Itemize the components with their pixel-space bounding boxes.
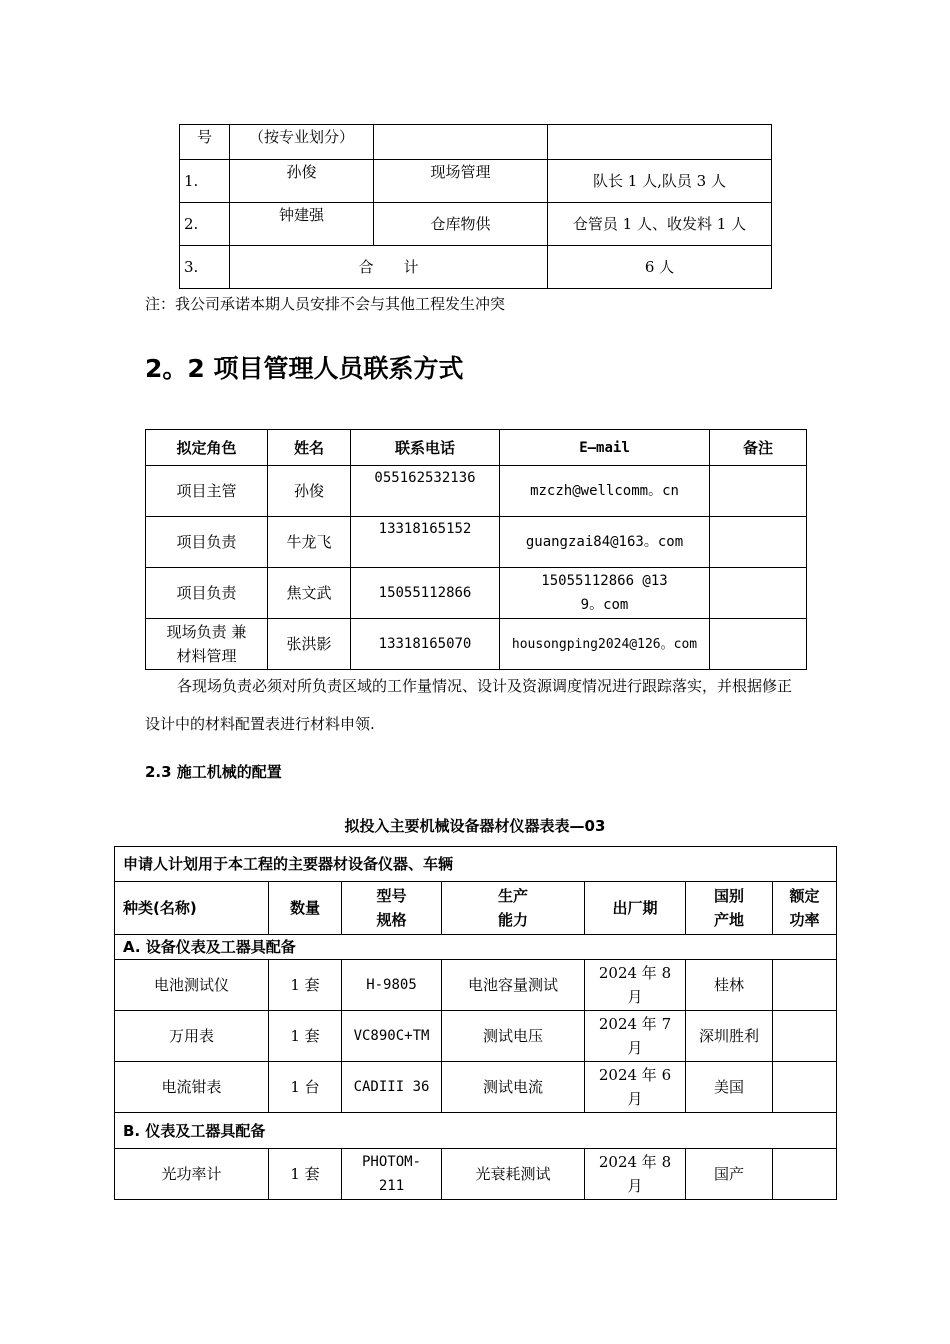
column-header: 种类(名称): [115, 882, 269, 935]
table-cell: 1 套: [269, 1011, 342, 1062]
column-header: 出厂期: [585, 882, 686, 935]
table-cell: 万用表: [115, 1011, 269, 1062]
table-row: [146, 568, 807, 619]
table-cell: 2024 年 8 月: [585, 960, 686, 1011]
table-cell: 6 人: [548, 246, 772, 289]
table-cell: 1 套: [269, 960, 342, 1011]
table-cell: 2.: [180, 203, 230, 246]
column-header: 生产 能力: [442, 882, 585, 935]
table-cell: 测试电压: [442, 1011, 585, 1062]
table-cell: 国产: [686, 1149, 773, 1200]
table-cell: 钟建强: [230, 203, 374, 246]
table-cell: 桂林: [686, 960, 773, 1011]
table-cell: [374, 125, 548, 160]
role-cell: 现场负责 兼材料管理: [146, 619, 268, 670]
table-cell: 孙俊: [230, 160, 374, 203]
column-header: 型号 规格: [342, 882, 442, 935]
table-cell: 号: [180, 125, 230, 160]
equipment-table: [114, 846, 837, 1200]
email-cell: mzczh@wellcomm。cn: [500, 466, 710, 517]
table-cell: 仓库物供: [374, 203, 548, 246]
body-paragraph: 各现场负责必须对所负责区域的工作量情况、设计及资源调度情况进行跟踪落实，并根据修正设计中的材料配置表进行材料申领.: [145, 677, 793, 733]
table-header-row: [146, 430, 807, 466]
phone-cell: 13318165070: [351, 619, 500, 670]
table-cell: [773, 1011, 837, 1062]
email-cell: housongping2024@126。com: [500, 619, 710, 670]
table-cell: 3.: [180, 246, 230, 289]
table-cell: 队长 1 人,队员 3 人: [548, 160, 772, 203]
column-header: E—mail: [500, 430, 710, 466]
table-cell: 合 计: [230, 246, 548, 289]
table-cell: H-9805: [342, 960, 442, 1011]
table-row: [146, 466, 807, 517]
column-header: 拟定角色: [146, 430, 268, 466]
table-cell: 电池容量测试: [442, 960, 585, 1011]
group-row: [115, 935, 837, 960]
table-cell: 电流钳表: [115, 1062, 269, 1113]
section-heading: 2。2 项目管理人员联系方式: [145, 354, 464, 383]
table-cell: 美国: [686, 1062, 773, 1113]
note-text: 注：我公司承诺本期人员安排不会与其他工程发生冲突: [145, 295, 506, 313]
table-cell: 1 台: [269, 1062, 342, 1113]
group-row: [115, 1113, 837, 1149]
section-heading: 2.3 施工机械的配置: [145, 763, 282, 781]
table-row: [180, 203, 772, 246]
table-cell: 深圳胜利: [686, 1011, 773, 1062]
contacts-table: [145, 429, 807, 670]
group-label: A. 设备仪表及工器具配备: [115, 935, 837, 960]
table-cell: [773, 960, 837, 1011]
table-row: [115, 1011, 837, 1062]
staff-table: [179, 124, 772, 289]
column-header: 联系电话: [351, 430, 500, 466]
role-cell: 项目负责: [146, 517, 268, 568]
table-row: [115, 1149, 837, 1200]
table-cell: 1 套: [269, 1149, 342, 1200]
role-cell: 项目主管: [146, 466, 268, 517]
table-row: [115, 1062, 837, 1113]
remark-cell: [710, 619, 807, 670]
table-row: [180, 125, 772, 160]
table-cell: [773, 1149, 837, 1200]
table-cell: 1.: [180, 160, 230, 203]
group-label: B. 仪表及工器具配备: [115, 1113, 837, 1149]
column-header: 额定 功率: [773, 882, 837, 935]
phone-cell: 055162532136: [351, 466, 500, 517]
column-header: 备注: [710, 430, 807, 466]
email-cell: 15055112866 @139。com: [500, 568, 710, 619]
name-cell: 张洪影: [268, 619, 351, 670]
name-cell: 牛龙飞: [268, 517, 351, 568]
name-cell: 孙俊: [268, 466, 351, 517]
table-title-row: [115, 847, 837, 882]
table-cell: 光衰耗测试: [442, 1149, 585, 1200]
table-cell: 2024 年 8 月: [585, 1149, 686, 1200]
table-cell: （按专业划分）: [230, 125, 374, 160]
table-row: [180, 160, 772, 203]
phone-cell: 13318165152: [351, 517, 500, 568]
column-header: 国别 产地: [686, 882, 773, 935]
name-cell: 焦文武: [268, 568, 351, 619]
table-cell: 仓管员 1 人、收发料 1 人: [548, 203, 772, 246]
table-cell: 2024 年 6 月: [585, 1062, 686, 1113]
table-cell: 现场管理: [374, 160, 548, 203]
table-cell: CADIII 36: [342, 1062, 442, 1113]
table-cell: 2024 年 7 月: [585, 1011, 686, 1062]
table-title: 申请人计划用于本工程的主要器材设备仪器、车辆: [115, 847, 837, 882]
table-header-row: [115, 882, 837, 935]
phone-cell: 15055112866: [351, 568, 500, 619]
table-row: [146, 619, 807, 670]
table-row: [180, 246, 772, 289]
role-cell: 项目负责: [146, 568, 268, 619]
table-cell: [773, 1062, 837, 1113]
table-cell: 电池测试仪: [115, 960, 269, 1011]
email-cell: guangzai84@163。com: [500, 517, 710, 568]
table-cell: PHOTOM-211: [342, 1149, 442, 1200]
table-caption: 拟投入主要机械设备器材仪器表表—03: [344, 817, 606, 835]
table-row: [115, 960, 837, 1011]
column-header: 数量: [269, 882, 342, 935]
table-cell: 测试电流: [442, 1062, 585, 1113]
column-header: 姓名: [268, 430, 351, 466]
table-cell: [548, 125, 772, 160]
remark-cell: [710, 517, 807, 568]
table-cell: VC890C+TM: [342, 1011, 442, 1062]
remark-cell: [710, 568, 807, 619]
table-row: [146, 517, 807, 568]
remark-cell: [710, 466, 807, 517]
table-cell: 光功率计: [115, 1149, 269, 1200]
